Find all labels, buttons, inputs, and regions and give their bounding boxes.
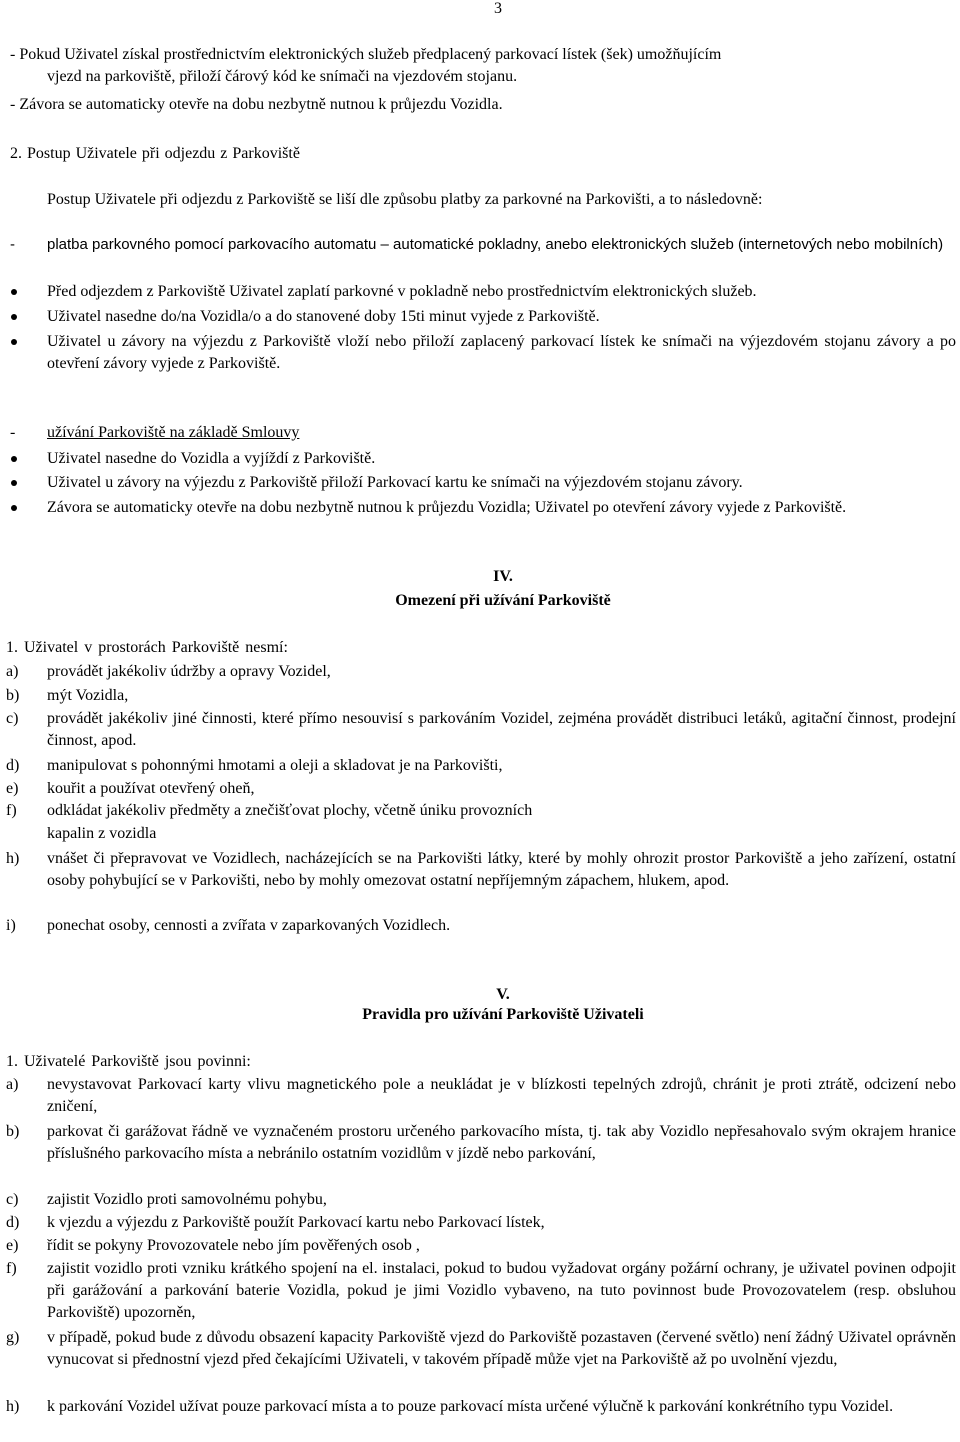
item-label: d) — [6, 1214, 20, 1231]
list-item — [0, 281, 956, 303]
list-item — [6, 1189, 956, 1211]
list-item — [0, 306, 956, 328]
article-5-lead: 1. Uživatelé Parkoviště jsou povinni: — [6, 1053, 251, 1070]
list-item — [6, 661, 956, 683]
item-label: f) — [6, 1260, 17, 1277]
item-text: vnášet či přepravovat ve Vozidlech, nacházejících se na Parkovišti látky, které by mohly ohrozit prostor Parkoviště a jeho zařízení, ostatní osoby pohybující se v Parkovišti, nebo by mohly omezovat ostatní nepříjemným zápachem, hlukem, apod. — [47, 850, 956, 889]
item-text: mýt Vozidla, — [47, 687, 129, 704]
item-label: b) — [6, 1123, 20, 1140]
list-item — [6, 800, 956, 822]
item-text: zajistit vozidlo proti vzniku krátkého spojení na el. instalaci, pokud to budou vyžadovat orgány požární ochrany, je uživatel povinen odpojit při garážování a parkování baterie Vozidla, pokud je jimi Vozidlo vybaveno, na tuto povinnost bude Provozovatelem (resp. obsluhou Parkoviště) upozorněn, — [47, 1260, 956, 1321]
contract-item — [10, 422, 299, 444]
item-label: h) — [6, 850, 20, 867]
list-item — [6, 1121, 956, 1165]
item-text: parkovat či garážovat řádně ve vyznačeném prostoru určeného parkovacího místa, tj. tak aby Vozidlo nepřesahovalo svým okrajem hranice příslušného parkovacího místa a nebránilo ostatním vozidlům v jízdě nebo parkování, — [47, 1123, 956, 1162]
list-item — [6, 708, 956, 752]
list-item — [0, 448, 956, 470]
item-text: odkládat jakékoliv předměty a znečišťovat plochy, včetně úniku provozních — [47, 802, 533, 819]
item-label: c) — [6, 1191, 19, 1208]
item-text: kouřit a používat otevřený oheň, — [47, 780, 255, 797]
section-2-heading: 2. Postup Uživatele při odjezdu z Parkoviště — [10, 145, 300, 162]
contract-text: užívání Parkoviště na základě Smlouvy — [47, 424, 300, 441]
item-text: provádět jakékoliv jiné činnosti, které přímo nesouvisí s parkováním Vozidel, zejména provádět distribuci letáků, agitační činnost, prodejní činnost, apod. — [47, 710, 956, 749]
article-5-title: Pravidla pro užívání Parkoviště Uživateli — [362, 1006, 644, 1023]
dash-marker: - — [10, 236, 15, 253]
item-label: c) — [6, 710, 19, 727]
bullet-text: Uživatel u závory na výjezdu z Parkoviště přiloží Parkovací kartu ke snímači na výjezdovém stojanu závory. — [47, 474, 743, 491]
bullet-text: Uživatel nasedne do/na Vozidla/o a do stanovené doby 15ti minut vyjede z Parkoviště. — [47, 308, 600, 325]
page-number: 3 — [494, 0, 502, 17]
item-text: ponechat osoby, cennosti a zvířata v zaparkovaných Vozidlech. — [47, 917, 451, 934]
bullet-icon — [0, 281, 47, 303]
intro-line-2: vjezd na parkoviště, přiloží čárový kód ke snímači na vjezdovém stojanu. — [47, 68, 518, 85]
list-item — [6, 778, 956, 800]
list-item — [6, 1396, 956, 1418]
item-text: nevystavovat Parkovací karty vlivu magnetického pole a neukládat je v blízkosti tepelných zdrojů, chránit je proti ztrátě, odcizení nebo zničení, — [47, 1076, 956, 1115]
intro-line-3: - Závora se automaticky otevře na dobu nezbytně nutnou k průjezdu Vozidla. — [10, 96, 503, 113]
list-item — [6, 755, 956, 777]
list-item — [6, 915, 956, 937]
item-label: f) — [6, 802, 17, 819]
list-item — [6, 848, 956, 892]
item-label: i) — [6, 917, 16, 934]
intro-line-1: - Pokud Uživatel získal prostřednictvím elektronických služeb předplacený parkovací lístek (šek) umožňujícím — [10, 46, 722, 63]
list-item — [6, 1327, 956, 1371]
bullet-icon — [0, 497, 47, 519]
bullet-text: Uživatel u závory na výjezdu z Parkoviště vloží nebo přiloží zaplacený parkovací lístek ke snímači na výjezdovém stojanu závory a po otevření závory vyjede z Parkoviště. — [47, 333, 956, 372]
list-item — [6, 1212, 956, 1234]
dash-marker: - — [10, 424, 16, 441]
item-label: h) — [6, 1398, 20, 1415]
bullet-text: Před odjezdem z Parkoviště Uživatel zaplatí parkovné v pokladně nebo prostřednictvím elektronických služeb. — [47, 283, 757, 300]
list-item — [0, 331, 956, 375]
list-item — [6, 1258, 956, 1324]
article-4-lead: 1. Uživatel v prostorách Parkoviště nesmí: — [6, 639, 288, 656]
item-text: zajistit Vozidlo proti samovolnému pohybu, — [47, 1191, 327, 1208]
item-label: a) — [6, 1076, 19, 1093]
item-text: provádět jakékoliv údržby a opravy Vozidel, — [47, 663, 331, 680]
list-item — [6, 685, 956, 707]
list-item — [6, 1235, 956, 1257]
item-label: e) — [6, 1237, 19, 1254]
section-2-intro: Postup Uživatele při odjezdu z Parkoviště se liší dle způsobu platby za parkovné na Parkovišti, a to následovně: — [47, 191, 763, 208]
list-item — [0, 472, 956, 494]
article-4-title: Omezení při užívání Parkoviště — [395, 592, 611, 609]
bullet-text: Závora se automaticky otevře na dobu nezbytně nutnou k průjezdu Vozidla; Uživatel po otevření závory vyjede z Parkoviště. — [47, 499, 847, 516]
payment-automat-item — [10, 234, 956, 256]
item-label: g) — [6, 1329, 20, 1346]
item-text: v případě, pokud bude z důvodu obsazení kapacity Parkoviště vjezd do Parkoviště pozastaven (červené světlo) není žádný Uživatel oprávněn vynucovat si přednostní vjezd před čekajícími Uživateli, v takovém případě může vjet na Parkoviště až po uvolnění vjezdu, — [47, 1329, 956, 1368]
item-text: řídit se pokyny Provozovatele nebo jím pověřených osob , — [47, 1237, 420, 1254]
article-4-number: IV. — [493, 568, 513, 585]
item-text-continued: kapalin z vozidla — [47, 825, 157, 842]
bullet-text: Uživatel nasedne do Vozidla a vyjíždí z Parkoviště. — [47, 450, 376, 467]
list-item — [0, 497, 956, 519]
item-text: manipulovat s pohonnými hmotami a oleji a skladovat je na Parkovišti, — [47, 757, 503, 774]
item-label: d) — [6, 757, 20, 774]
item-label: e) — [6, 780, 19, 797]
bullet-icon — [0, 472, 47, 494]
item-text: k parkování Vozidel užívat pouze parkovací místa a to pouze parkovací místa určené výlučně k parkování konkrétního typu Vozidel. — [47, 1398, 894, 1415]
article-5-number: V. — [496, 986, 510, 1003]
bullet-icon — [0, 331, 47, 375]
item-label: b) — [6, 687, 20, 704]
item-text: k vjezdu a výjezdu z Parkoviště použít Parkovací kartu nebo Parkovací lístek, — [47, 1214, 545, 1231]
list-item — [6, 1074, 956, 1118]
payment-automat-text: platba parkovného pomocí parkovacího automatu – automatické pokladny, anebo elektronických služeb (internetových nebo mobilních) — [47, 236, 944, 253]
item-label: a) — [6, 663, 19, 680]
bullet-icon — [0, 306, 47, 328]
bullet-icon — [0, 448, 47, 470]
